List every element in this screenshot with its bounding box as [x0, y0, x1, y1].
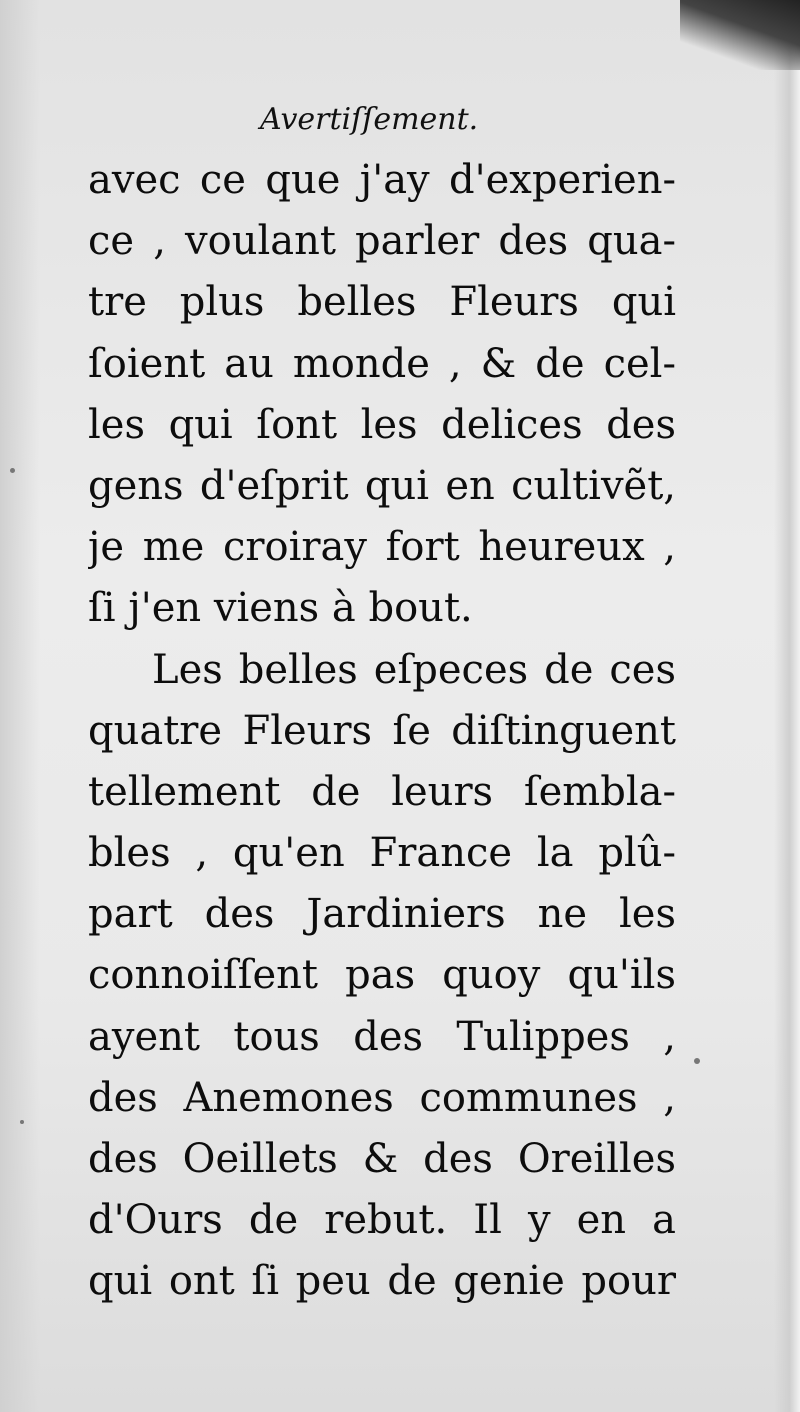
- text-line: ce , voulant parler des qua-: [88, 218, 676, 265]
- body-text: [88, 150, 676, 1313]
- text-line: Les belles eſpeces de ces: [152, 646, 676, 693]
- text-line: tellement de leurs ſembla-: [88, 768, 676, 815]
- text-line: des Oeillets & des Oreilles: [88, 1136, 676, 1182]
- text-line: avec ce que j'ay d'experien-: [88, 157, 676, 203]
- text-line: connoiſſent pas quoy qu'ils: [88, 952, 676, 999]
- paper-speck: [20, 1120, 24, 1124]
- text-line: quatre Fleurs ſe diſtinguent: [88, 707, 676, 754]
- text-line: qui ont ſi peu de genie pour: [88, 1258, 676, 1305]
- running-head: Avertiſſement.: [260, 102, 479, 137]
- page-corner-shadow: [680, 0, 800, 70]
- text-line: des Anemones communes ,: [88, 1074, 676, 1121]
- text-line: bles , qu'en France la plû-: [88, 830, 676, 877]
- page-shadow-left: [0, 0, 40, 1412]
- text-line: les qui ſont les delices des: [88, 401, 676, 448]
- text-line: tre plus belles Fleurs qui: [88, 279, 676, 326]
- text-line: je me croiray fort heureux ,: [88, 524, 676, 571]
- text-line: ſi j'en viens à bout.: [88, 585, 473, 632]
- paper-speck: [694, 1058, 700, 1064]
- page-edge-right: [774, 0, 800, 1412]
- text-line: d'Ours de rebut. Il y en a: [88, 1197, 676, 1244]
- text-line: gens d'eſprit qui en cultivẽt,: [88, 462, 676, 509]
- text-line: part des Jardiniers ne les: [88, 891, 676, 938]
- paper-speck: [10, 468, 15, 473]
- text-line: ſoient au monde , & de cel-: [88, 340, 676, 387]
- text-line: ayent tous des Tulippes ,: [88, 1013, 676, 1060]
